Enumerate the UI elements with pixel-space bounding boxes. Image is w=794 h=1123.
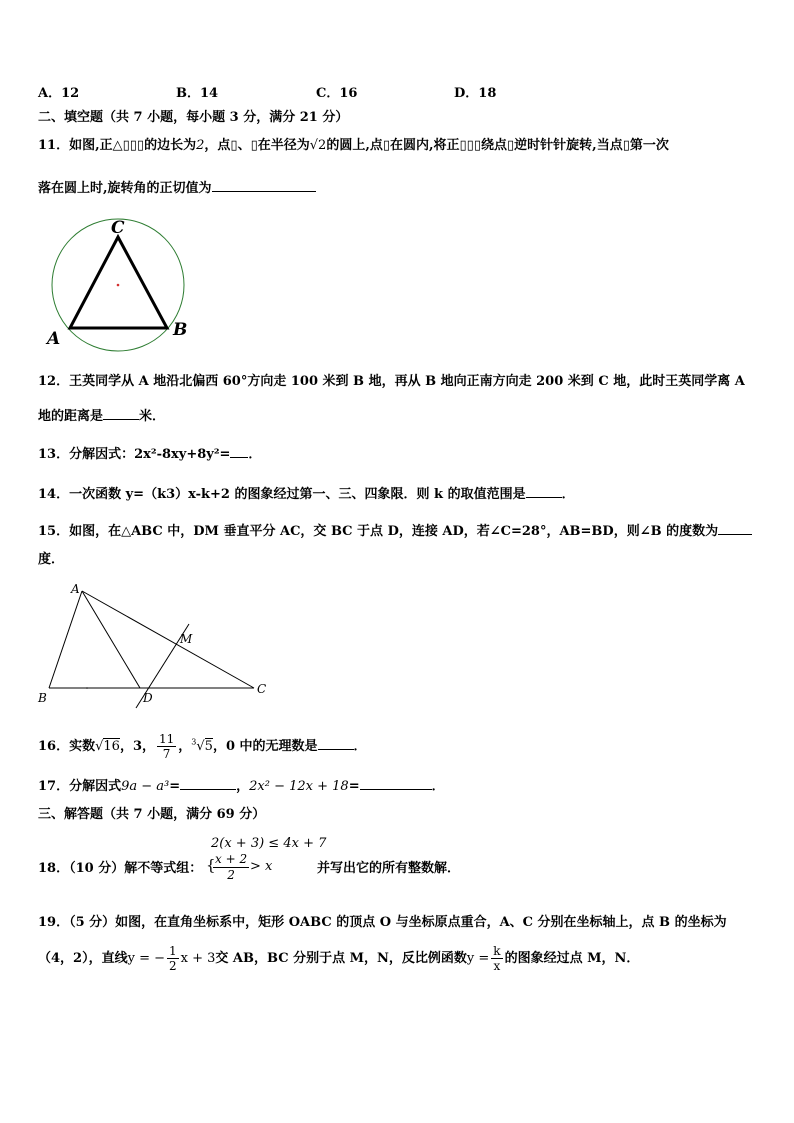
answer-blank (103, 405, 139, 420)
q17-eq1: = (169, 779, 181, 794)
q19-line-den: 2 (169, 959, 177, 973)
q15-label-c: C (257, 682, 267, 696)
q11-text-e: 在半径为 (257, 138, 310, 153)
missing-glyph-icon: ▯ (507, 138, 515, 153)
q16-three: ，3， (119, 739, 155, 754)
q17-prefix: 17．分解因式 (38, 779, 122, 794)
q11-text-f: 的圆上,点 (326, 138, 383, 153)
q16-frac-den: 7 (162, 747, 171, 761)
q19-line-frac (167, 944, 179, 973)
option-d: D．18 (454, 86, 497, 101)
missing-glyph-icon: ▯ (382, 138, 390, 153)
q15-stray-dot (86, 687, 88, 689)
missing-glyph-icon: ▯ (230, 138, 238, 153)
q18-ineq2-num: x + 2 (215, 852, 248, 866)
q16-end: ． (353, 739, 367, 754)
q11-line1 (38, 137, 669, 155)
q17-eq2: = (348, 779, 360, 794)
q15-line2: 度． (38, 552, 65, 567)
q17-expr1: 9a − a³ (121, 779, 170, 794)
q15-label-b: B (38, 691, 47, 705)
q11-label-b: B (173, 320, 188, 340)
q18-ineq2-den: 2 (227, 868, 235, 882)
q15-segment-ac (82, 591, 254, 688)
answer-blank (180, 775, 236, 790)
q11-text-c: ，点 (204, 138, 231, 153)
q13 (38, 443, 261, 464)
q16-sqrt-value: 16 (103, 739, 120, 754)
q18-ineq2-frac (213, 852, 249, 883)
q19-line2-text-b: 交 AB，BC 分别于点 M，N，反比例函数 (215, 951, 467, 966)
q17-expr2: 2x² − 12x + 18 (249, 779, 349, 794)
q11-label-c: C (111, 218, 125, 238)
q19-line-eq-a: y = − (127, 951, 165, 966)
missing-glyph-icon: ▯▯▯ (122, 138, 145, 153)
q17 (38, 775, 445, 796)
q12-line1: 12．王英同学从 A 地沿北偏西 60°方向走 100 米到 B 地，再从 B 地向正南方向走 200 米到 C 地，此时王英同学离 A (38, 374, 745, 389)
q17-comma: ， (236, 779, 250, 794)
q11-text-i: 逆时针针旋转,当点 (514, 138, 623, 153)
q16-frac-num: 11 (158, 732, 175, 746)
q18-prefix: 18．（10 分）解不等式组： (38, 861, 203, 876)
q19-line1: 19．（5 分）如图，在直角坐标系中，矩形 OABC 的顶点 O 与坐标原点重合，A、C 分别在坐标轴上，点 B 的坐标为 (38, 915, 727, 930)
q11-label-a: A (47, 329, 61, 349)
q14-end: ． (561, 487, 575, 502)
q15-figure (34, 578, 274, 713)
q11-side: 2 (196, 138, 205, 153)
option-b: B．14 (176, 86, 219, 101)
q19-hyp-a: y = (466, 951, 490, 966)
q11-text-j: 第一次 (629, 138, 669, 153)
q11-line2 (38, 177, 316, 198)
q19-line2-text-c: 的图象经过点 M，N． (504, 951, 640, 966)
q15-segment-ad (82, 591, 140, 688)
q18-suffix: 并写出它的所有整数解． (317, 861, 461, 876)
q11-text-a: 11．如图,正△ (38, 138, 123, 153)
q16-fraction (157, 732, 176, 761)
answer-blank (360, 775, 432, 790)
q11-triangle (70, 237, 167, 328)
q19-line2-text-a: （4，2），直线 (38, 951, 128, 966)
q19-line2 (38, 944, 639, 973)
option-a: A．12 (38, 86, 80, 101)
q11-radius: √2 (309, 138, 327, 153)
q12-line2-text: 地的距离是 (38, 409, 104, 424)
q14-text: 14．一次函数 y=（k3）x-k+2 的图象经过第一、三、四象限．则 k 的取值范围是 (38, 487, 526, 502)
answer-blank (526, 483, 562, 498)
q15-label-a: A (71, 582, 80, 596)
q11-text-b: 的边长为 (144, 138, 197, 153)
missing-glyph-icon: ▯▯▯ (459, 138, 481, 153)
answer-blank (318, 735, 354, 750)
missing-glyph-icon: ▯ (622, 138, 630, 153)
q18-ineq1: 2(x + 3) ≤ 4x + 7 (211, 836, 327, 851)
q17-end: ． (431, 779, 445, 794)
q16-cbrt-index: 3 (191, 737, 197, 747)
q19-hyp-den: x (493, 959, 501, 973)
q11-figure (40, 212, 200, 352)
q11-text-d: 、 (237, 138, 251, 153)
q16-suffix: ，0 中的无理数是 (212, 739, 318, 754)
q16-cbrt-value: 5 (204, 739, 213, 754)
section-2-heading: 二、填空题（共 7 小题，每小题 3 分，满分 21 分） (38, 110, 349, 125)
q11-text-h: 绕点 (481, 138, 508, 153)
q11-center-dot (117, 284, 120, 287)
q12-line2 (38, 405, 165, 426)
q19-hyp-num: k (493, 944, 501, 958)
q11-line2-text: 落在圆上时,旋转角的正切值为 (38, 181, 212, 196)
q15-label-m: M (180, 632, 193, 646)
q16: 16．实数√16，3， $\frac{11}{7}$ ，$^3$√5，0 中的无理数是 ． (38, 732, 367, 761)
q18-ineq2-rest: > x (250, 859, 273, 874)
q19-line-eq-b: x + 3 (180, 951, 216, 966)
q19-line-num: 1 (169, 944, 177, 958)
q13-end: ． (248, 447, 262, 462)
q15-line1 (38, 520, 752, 541)
q15-label-d: D (143, 691, 153, 705)
q13-text: 13．分解因式：2x²-8xy+8y²= (38, 447, 231, 462)
answer-blank (230, 443, 248, 458)
missing-glyph-icon: ▯ (250, 138, 258, 153)
q12-line2-end: 米． (139, 409, 166, 424)
answer-blank (212, 177, 316, 192)
q11-text-g: 在圆内,将正 (390, 138, 460, 153)
q19-hyp-frac (491, 944, 502, 973)
brace-icon: { (206, 856, 216, 874)
q14 (38, 483, 575, 504)
cbrt-symbol: √ (196, 739, 205, 754)
option-c: C．16 (316, 86, 358, 101)
answer-blank (718, 520, 752, 535)
q15-line1-text: 15．如图，在△ABC 中，DM 垂直平分 AC，交 BC 于点 D，连接 AD，若∠C=28°，AB=BD，则∠B 的度数为 (38, 524, 719, 539)
section-3-heading: 三、解答题（共 7 小题，满分 69 分） (38, 807, 266, 822)
q15-segment-ab (49, 591, 82, 688)
q16-prefix: 16．实数 (38, 739, 96, 754)
sqrt-symbol: √ (95, 739, 104, 754)
